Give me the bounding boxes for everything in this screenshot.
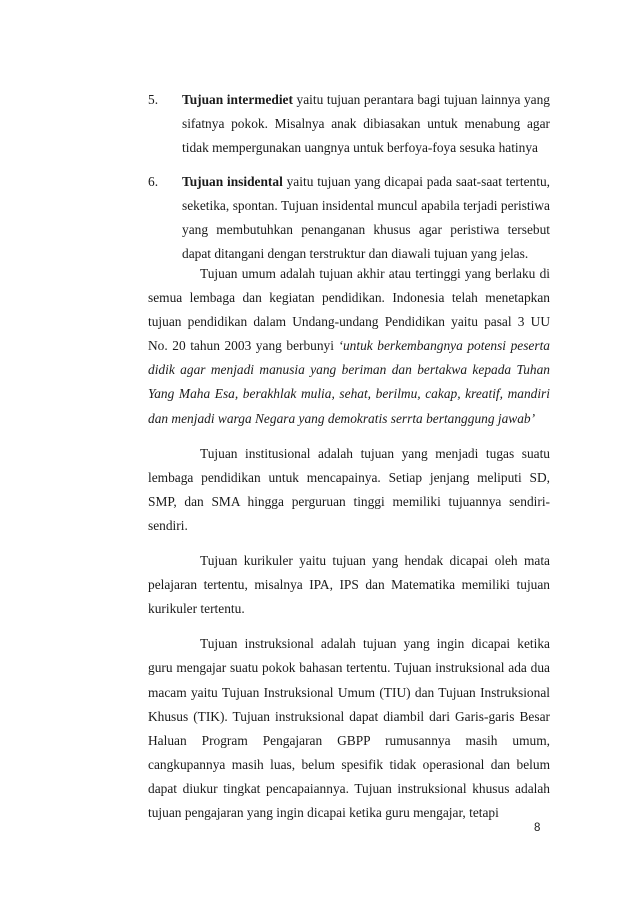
paragraph-text: Tujuan umum adalah tujuan akhir atau tertinggi yang berlaku di semua lembaga dan kegiatan pendidikan. Indonesia telah menetapkan tujuan pendidikan dalam Undang-undang Pendidikan yaitu pasal 3 UU No. 20 tahun 2003 yang berbunyi [148,266,550,354]
paragraph-tujuan-instruksional: Tujuan instruksional adalah tujuan yang ingin dicapai ketika guru mengajar suatu pokok bahasan tertentu. Tujuan instruksional ada dua macam yaitu Tujuan Instruksional Umum (TIU) dan Tujuan Instruksional Khusus (TIK). Tujuan instruksional dapat diambil dari Garis-garis Besar Haluan Program Pengajaran GBPP rumusannya masih umum, cangkupannya masih luas, belum spesifik tidak operasional dan belum dapat diukur tingkat pencapaiannya. Tujuan instruksional khusus adalah tujuan pengajaran yang ingin dicapai ketika guru mengajar, tetapi [148,636,550,820]
list-item-text: yaitu tujuan perantara bagi tujuan lainnya yang sifatnya pokok. Misalnya anak dibiasakan untuk menabung agar tidak mempergunakan uangnya untuk berfoya-foya sesuka hatinya [182,92,551,155]
list-item-term: Tujuan insidental [182,174,283,189]
list-item [148,88,550,160]
paragraph-tujuan-kurikuler: Tujuan kurikuler yaitu tujuan yang hendak dicapai oleh mata pelajaran tertentu, misalnya IPA, IPS dan Matematika memiliki tujuan kurikuler tertentu. [148,553,550,617]
law-quote: ‘untuk berkembangnya potensi peserta didik agar menjadi manusia yang beriman dan bertakwa kepada Tuhan Yang Maha Esa, berakhlak mulia, sehat, berilmu, cakap, kreatif, mandiri dan menjadi warga Negara yang demokratis serrta bertanggung jawab’ [148,338,550,426]
body-text [148,262,550,825]
list-item-number: 5. [148,92,159,107]
list-item-text: yaitu tujuan yang dicapai pada saat-saat tertentu, seketika, spontan. Tujuan insidental muncul apabila terjadi peristiwa yang membutuhkan penanganan khusus agar peristiwa tersebut dapat ditangani dengan terstruktur dan diawali tujuan yang jelas. [182,174,550,261]
list-item-term: Tujuan intermediet [182,92,293,107]
paragraph-tujuan-umum [148,262,550,431]
list-item-number: 6. [148,174,159,189]
page-number: 8 [534,822,541,834]
paragraph-tujuan-institusional: Tujuan institusional adalah tujuan yang menjadi tugas suatu lembaga pendidikan untuk mencapainya. Setiap jenjang meliputi SD, SMP, dan SMA hingga perguruan tinggi memiliki tujuannya sendiri-sendiri. [148,445,550,533]
list-item [148,170,550,266]
numbered-list [148,88,550,276]
